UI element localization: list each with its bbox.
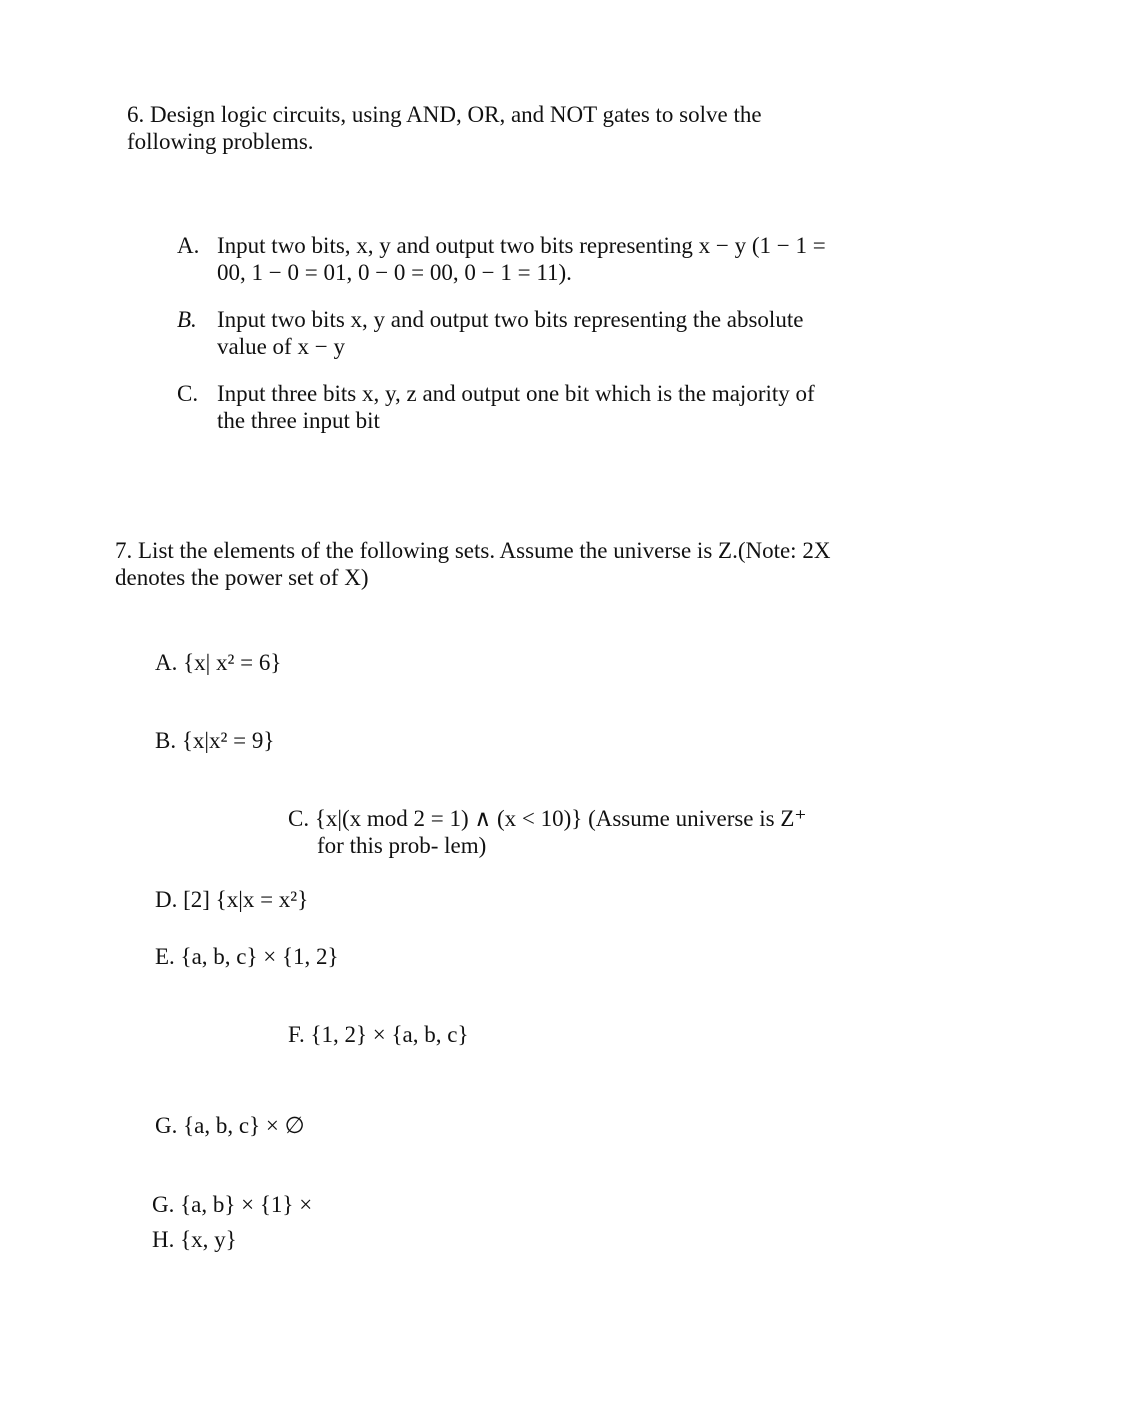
q7-item-f: F. {1, 2} × {a, b, c} [288,1022,469,1047]
q7-heading-line1: 7. List the elements of the following sets. Assume the universe is Z.(Note: 2X [115,538,831,563]
q6-item-a-label: A. [177,233,200,258]
q7-item-g2: G. {a, b} × {1} × [152,1192,313,1217]
q6-item-c-line2: the three input bit [217,408,380,433]
q7-item-g1: G. {a, b, c} × ∅ [155,1113,305,1138]
q7-item-c-line1: C. {x|(x mod 2 = 1) ∧ (x < 10)} (Assume universe is Z⁺ [288,806,807,831]
q6-item-b-line1: Input two bits x, y and output two bits representing the absolute [217,307,804,332]
q6-item-c-label: C. [177,381,199,406]
q6-heading-line1: 6. Design logic circuits, using AND, OR, and NOT gates to solve the [127,102,762,127]
q7-item-c [288,805,988,859]
q6-heading [127,101,1027,155]
q7-item-a: A. {x| x² = 6} [155,650,282,675]
q6-item-c [177,380,877,434]
q7-item-d: D. [2] {x|x = x²} [155,887,309,912]
q6-item-a-line2: 00, 1 − 0 = 01, 0 − 0 = 00, 0 − 1 = 11). [217,260,572,285]
q7-item-h: H. {x, y} [152,1227,237,1252]
q6-item-b [177,306,877,360]
q7-item-b: B. {x|x² = 9} [155,728,275,753]
q6-heading-line2: following problems. [127,129,314,154]
q6-item-c-line1: Input three bits x, y, z and output one bit which is the majority of [217,381,815,406]
q7-item-e: E. {a, b, c} × {1, 2} [155,944,339,969]
q7-item-c-line2: for this prob- lem) [317,833,487,858]
q6-item-b-line2: value of x − y [217,334,345,359]
q6-item-a-line1: Input two bits, x, y and output two bits representing x − y (1 − 1 = [217,233,826,258]
q6-item-b-label: B. [177,307,197,332]
q7-heading-line2: denotes the power set of X) [115,565,369,590]
q6-item-a [177,232,877,286]
q7-heading [115,537,1015,591]
